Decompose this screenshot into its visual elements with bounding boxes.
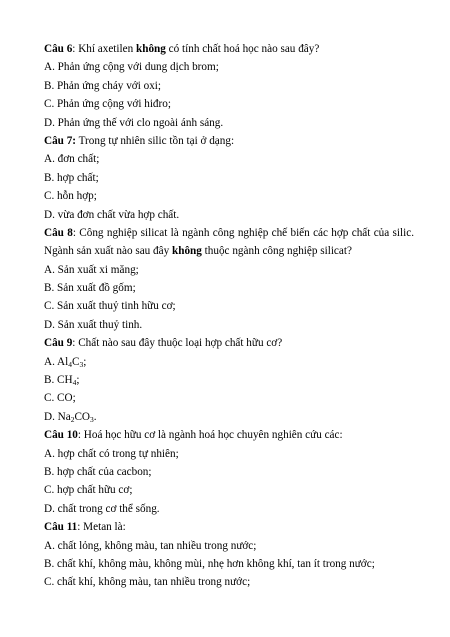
option: A. hợp chất có trong tự nhiên;	[44, 447, 179, 460]
question-number: Câu 11	[44, 521, 78, 534]
question-11	[44, 518, 414, 536]
question-text: : Hoá học hữu cơ là ngành hoá học chuyên nghiên cứu các:	[77, 429, 343, 442]
question-number: Câu 7:	[44, 134, 77, 147]
question-text: có tính chất hoá học nào sau đây?	[165, 43, 320, 55]
option: D. Sản xuất thuỷ tinh.	[44, 318, 143, 331]
question-text: thuộc ngành công nghiệp silicat?	[201, 245, 352, 258]
question-text: Ngành sản xuất nào sau đây	[44, 245, 173, 258]
option: B. $CH_4$;	[44, 374, 80, 388]
option: C. CO;	[44, 392, 76, 405]
question-text: : Metan là:	[77, 521, 126, 534]
question-6	[44, 40, 414, 58]
question-emphasis: không	[172, 245, 202, 258]
question-text: : Chất nào sau đây thuộc loại hợp chất hữu cơ?	[72, 337, 283, 350]
option: B. chất khí, không màu, không mùi, nhẹ hơn không khí, tan ít trong nước;	[44, 557, 375, 570]
question-number: Câu 10	[44, 429, 78, 442]
option: D. $Na_2CO_3$.	[44, 410, 97, 424]
option: C. Phản ứng cộng với hiđro;	[44, 98, 171, 111]
question-number: Câu 8	[44, 226, 73, 239]
option: A. đơn chất;	[44, 153, 100, 166]
option: B. hợp chất;	[44, 171, 99, 184]
option: B. Phản ứng cháy với oxi;	[44, 79, 162, 92]
option: A. $Al_4C_3$;	[44, 355, 87, 369]
option: D. Phản ứng thế với clo ngoài ánh sáng.	[44, 116, 224, 129]
option: A. chất lỏng, không màu, tan nhiều trong nước;	[44, 539, 257, 552]
option: D. vừa đơn chất vừa hợp chất.	[44, 208, 180, 221]
question-text: : Công nghiệp silicat là ngành công nghiệp chế biến các hợp chất của silic.	[72, 226, 414, 239]
question-8-continued	[44, 242, 414, 260]
question-text: Trong tự nhiên silic tồn tại ở dạng:	[76, 134, 235, 147]
option: D. chất trong cơ thể sống.	[44, 502, 160, 515]
document-page	[44, 40, 414, 592]
question-8	[44, 224, 414, 242]
question-10	[44, 426, 414, 444]
question-7	[44, 132, 414, 150]
question-text: : Khí axetilen	[72, 43, 136, 55]
option: C. hợp chất hữu cơ;	[44, 484, 133, 497]
option: C. chất khí, không màu, tan nhiều trong nước;	[44, 576, 251, 589]
option: B. hợp chất của cacbon;	[44, 465, 152, 478]
option: C. hỗn hợp;	[44, 190, 97, 203]
question-number: Câu 9	[44, 337, 73, 350]
question-9	[44, 334, 414, 352]
question-emphasis: không	[136, 43, 166, 55]
option: C. Sản xuất thuỷ tinh hữu cơ;	[44, 300, 176, 313]
option: B. Sản xuất đồ gốm;	[44, 282, 136, 295]
option: A. Phản ứng cộng với dung dịch brom;	[44, 61, 219, 74]
question-number: Câu 6	[44, 43, 73, 55]
option: A. Sản xuất xi măng;	[44, 263, 139, 276]
